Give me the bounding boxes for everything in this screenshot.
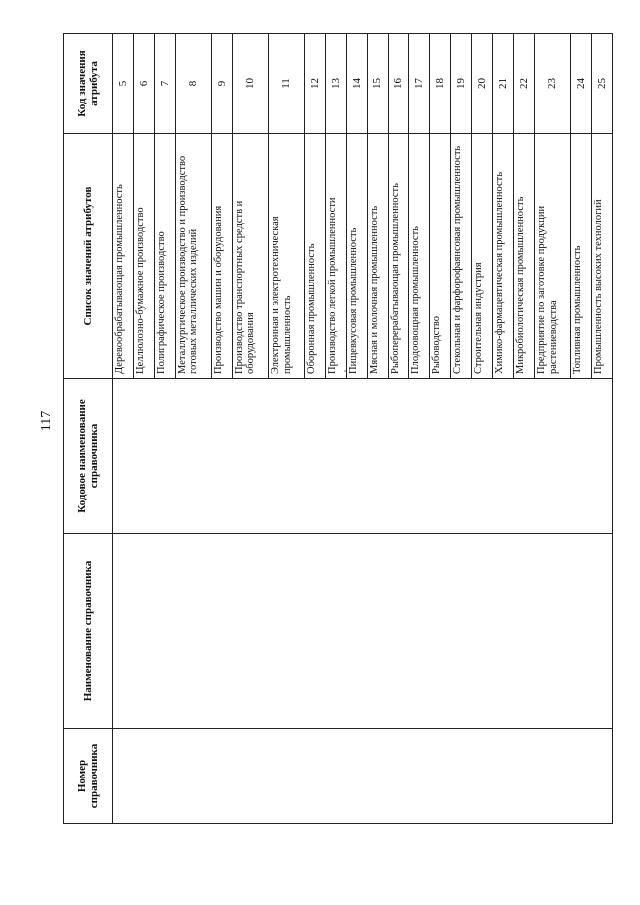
attribute-code-cell: 17	[409, 34, 430, 134]
attribute-code-cell: 16	[388, 34, 409, 134]
attribute-value-cell: Топливная промышленность	[570, 134, 591, 379]
attribute-value-cell: Микробиологическая промышленность	[513, 134, 534, 379]
attribute-value-cell: Химико-фармацевтическая промышленность	[493, 134, 514, 379]
attribute-value-cell: Деревообрабатывающая промышленность	[113, 134, 134, 379]
attribute-value-cell: Металлургическое производство и производство готовых металлических изделий	[175, 134, 211, 379]
directory-number-cell	[113, 729, 613, 824]
directory-name-cell	[113, 534, 613, 729]
attribute-code-cell: 5	[113, 34, 134, 134]
attribute-value-cell: Мясная и молочная промышленность	[367, 134, 388, 379]
attribute-code-cell: 15	[367, 34, 388, 134]
attribute-value-cell: Плодоовощная промышленность	[409, 134, 430, 379]
attribute-value-cell: Электронная и электротехническая промышленность	[268, 134, 304, 379]
attribute-code-cell: 12	[305, 34, 326, 134]
attribute-value-cell: Производство машин и оборудования	[211, 134, 232, 379]
attribute-value-cell: Производство легкой промышленности	[325, 134, 346, 379]
header-directory-code-name: Кодовое наименование справочника	[64, 379, 113, 534]
attribute-value-cell: Производство транспортных средств и оборудования	[232, 134, 268, 379]
attribute-code-cell: 14	[346, 34, 367, 134]
reference-table	[63, 33, 613, 824]
header-attribute-code: Код значения атрибута	[64, 34, 113, 134]
scan-speck	[344, 370, 346, 372]
attribute-value-cell: Стекольная и фарфорофаянсовая промышленность	[451, 134, 472, 379]
table-row	[113, 34, 134, 824]
header-directory-name: Наименование справочника	[64, 534, 113, 729]
table-header-row	[64, 34, 113, 824]
attribute-value-cell: Предприятие по заготовке продукции растениеводства	[534, 134, 570, 379]
attribute-value-cell: Промышленность высоких технологий	[591, 134, 612, 379]
header-attribute-values: Список значений атрибутов	[64, 134, 113, 379]
attribute-value-cell: Целлюлозно-бумажное производство	[133, 134, 154, 379]
attribute-code-cell: 19	[451, 34, 472, 134]
header-directory-number: Номер справочника	[64, 729, 113, 824]
attribute-code-cell: 24	[570, 34, 591, 134]
attribute-code-cell: 7	[154, 34, 175, 134]
attribute-code-cell: 10	[232, 34, 268, 134]
attribute-code-cell: 11	[268, 34, 304, 134]
attribute-value-cell: Полиграфическое производство	[154, 134, 175, 379]
attribute-code-cell: 18	[430, 34, 451, 134]
table-body	[113, 34, 613, 824]
attribute-value-cell: Пищевкусовая промышленность	[346, 134, 367, 379]
attribute-code-cell: 25	[591, 34, 612, 134]
attribute-code-cell: 8	[175, 34, 211, 134]
attribute-code-cell: 9	[211, 34, 232, 134]
directory-code-name-cell	[113, 379, 613, 534]
attribute-code-cell: 13	[325, 34, 346, 134]
attribute-value-cell: Рыбоводство	[430, 134, 451, 379]
attribute-code-cell: 22	[513, 34, 534, 134]
attribute-code-cell: 6	[133, 34, 154, 134]
attribute-value-cell: Рыбоперерабатывающая промышленность	[388, 134, 409, 379]
attribute-value-cell: Строительная индустрия	[472, 134, 493, 379]
attribute-code-cell: 20	[472, 34, 493, 134]
attribute-code-cell: 23	[534, 34, 570, 134]
attribute-code-cell: 21	[493, 34, 514, 134]
attribute-value-cell: Оборонная промышленность	[305, 134, 326, 379]
page-number: 117	[39, 410, 54, 432]
